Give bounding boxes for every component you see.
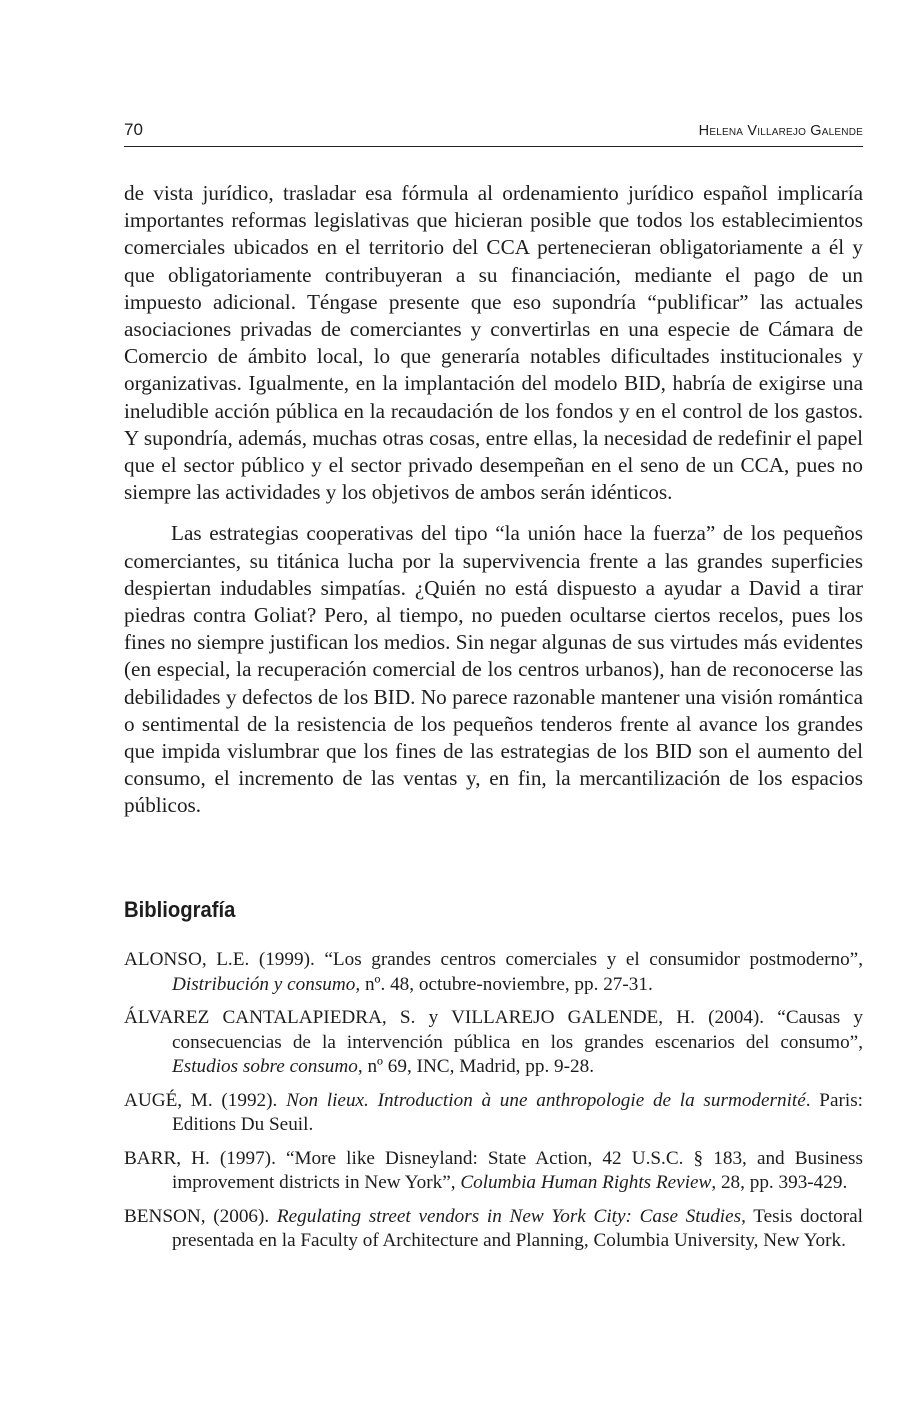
page-header [124, 116, 863, 147]
bib-entry-title: Non lieux. Introduction à une anthropologie de la surmodernité [286, 1089, 806, 1111]
running-head: Helena Villarejo Galende [698, 123, 863, 139]
bib-entry-text: BENSON, (2006). [124, 1205, 277, 1227]
bib-entry-text: ÁLVAREZ CANTALAPIEDRA, S. y VILLAREJO GALENDE, H. (2004). “Causas y consecuencias de la intervención pública en los grandes escenarios del consumo”, [124, 1007, 863, 1053]
bib-entry-text: ALONSO, L.E. (1999). “Los grandes centros comerciales y el consumidor postmoderno”, [124, 949, 863, 970]
bib-entry-title: Distribución y consumo [172, 973, 356, 995]
bib-entry-alvarez [124, 1006, 863, 1080]
bib-entry-benson [124, 1205, 863, 1254]
body-paragraph-1: de vista jurídico, trasladar esa fórmula al ordenamiento jurídico español implicaría importantes reformas legislativas que hicieran posible que todos los establecimientos comerciales ubicados en el territorio del CCA pertenecieran obligatoriamente a él y que obligatoriamente contribuyeran a su financiación, mediante el pago de un impuesto adicional. Téngase presente que eso supondría “publificar” las actuales asociaciones privadas de comerciantes y convertirlas en una especie de Cámara de Comercio de ámbito local, lo que generaría notables dificultades institucionales y organizativas. Igualmente, en la implantación del modelo BID, habría de exigirse una ineludible acción pública en la recaudación de los fondos y en el control de los gastos. Y supondría, además, muchas otras cosas, entre ellas, la necesidad de redefinir el papel que el sector público y el sector privado desempeñan en el seno de un CCA, pues no siempre las actividades y los objetivos de ambos serán idénticos. [124, 181, 863, 505]
page-number: 70 [124, 120, 143, 139]
bib-entry-title: Estudios sobre consumo [172, 1056, 358, 1077]
bib-entry-text: , 28, pp. 393-429. [711, 1172, 848, 1193]
bib-entry-auge [124, 1089, 863, 1138]
bib-entry-title: Regulating street vendors in New York City: Case Studies [276, 1205, 742, 1227]
bib-entry-text: , nº. 48, octubre-noviembre, pp. 27-31. [355, 973, 653, 995]
bibliography-list [124, 948, 863, 1263]
body-paragraph-2: Las estrategias cooperativas del tipo “la unión hace la fuerza” de los pequeños comerciantes, su titánica lucha por la supervivencia frente a las grandes superficies despiertan indudables simpatías. ¿Quién no está dispuesto a ayudar a David a tirar piedras contra Goliat? Pero, al tiempo, no pueden ocultarse ciertos recelos, pues los fines no siempre justifican los medios. Sin negar algunas de sus virtudes más evidentes (en especial, la recuperación comercial de los centros urbanos), han de reconocerse las debilidades y defectos de los BID. No parece razonable mantener una visión romántica o sentimental de la resistencia de los pequeños tenderos frente al avance los grandes que impida vislumbrar que los fines de las estrategias de los BID son el aumento del consumo, el incremento de las ventas y, en fin, la mercantilización de los espacios públicos. [124, 521, 863, 818]
bib-entry-text: , Tesis doctoral presentada en la Faculty of Architecture and Planning, Columbia University, New York. [172, 1205, 863, 1251]
bib-entry-barr [124, 1147, 863, 1196]
bib-entry-text: . Paris: Editions Du Seuil. [172, 1089, 863, 1135]
bib-entry-title: Columbia Human Rights Review [460, 1172, 712, 1193]
bib-entry-text: BARR, H. (1997). “More like Disneyland: State Action, 42 U.S.C. § 183, and Business improvement districts in New York”, [124, 1147, 863, 1193]
bib-entry-text: AUGÉ, M. (1992). [124, 1089, 287, 1111]
bibliography-heading: Bibliografía [124, 897, 236, 922]
body-text [124, 180, 863, 820]
bib-entry-text: , nº 69, INC, Madrid, pp. 9-28. [357, 1056, 595, 1077]
bib-entry-alonso [124, 948, 863, 997]
